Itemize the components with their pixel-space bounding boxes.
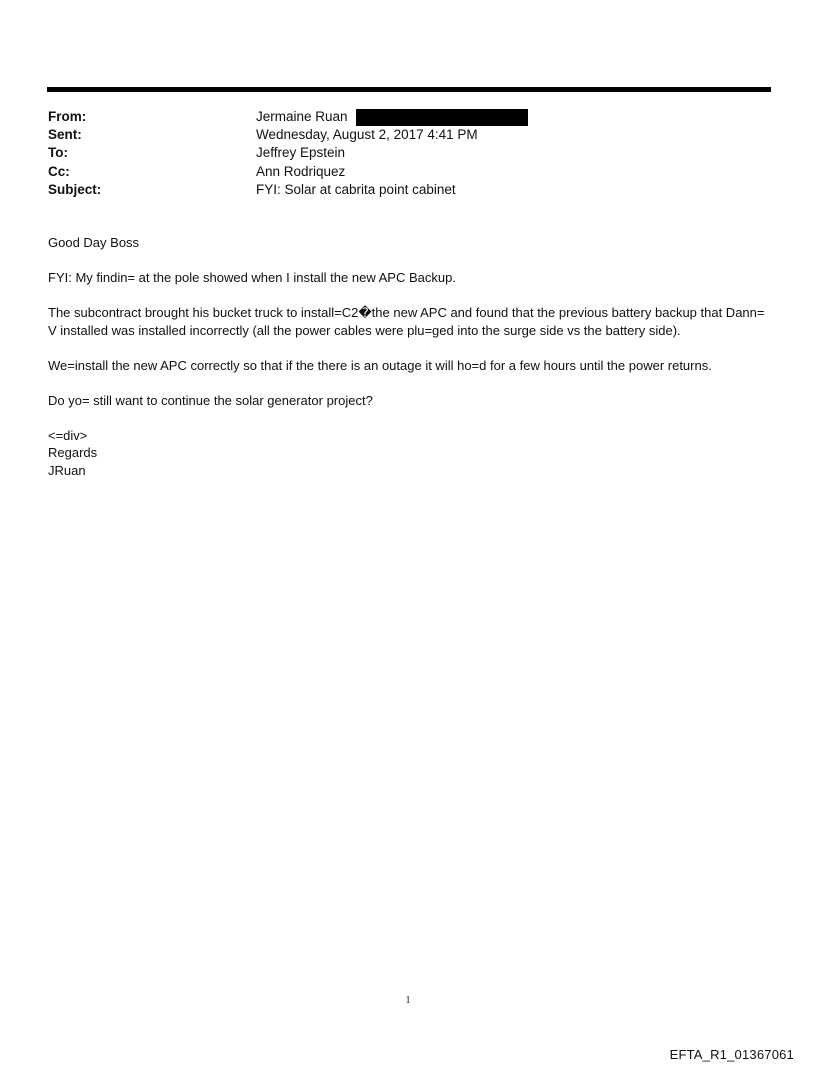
from-value: Jermaine Ruan xyxy=(256,109,348,124)
signature: JRuan xyxy=(48,462,86,478)
from-value-wrap xyxy=(256,108,768,126)
from-row xyxy=(48,108,768,126)
subject-label: Subject: xyxy=(48,181,102,197)
body-paragraph-3: We=install the new APC correctly so that if the there is an outage it will ho=d for a few hours until the power returns. xyxy=(48,357,712,373)
cc-value: Ann Rodriquez xyxy=(256,163,346,179)
subject-value: FYI: Solar at cabrita point cabinet xyxy=(256,181,456,197)
to-label: To: xyxy=(48,145,68,161)
cc-label: Cc: xyxy=(48,163,70,179)
sent-label: Sent: xyxy=(48,127,82,143)
body-paragraph-4: Do yo= still want to continue the solar generator project? xyxy=(48,392,373,408)
cc-row xyxy=(48,163,768,181)
redaction-block xyxy=(356,109,528,126)
header-divider xyxy=(47,87,771,92)
to-value: Jeffrey Epstein xyxy=(256,145,346,161)
subject-row xyxy=(48,181,768,199)
document-id: EFTA_R1_01367061 xyxy=(669,1047,794,1062)
page-number: 1 xyxy=(405,995,411,1006)
email-body xyxy=(48,234,770,479)
body-paragraph-2: The subcontract brought his bucket truck to install=C2�the new APC and found that the previous battery backup that Dann= V installed was installed incorrectly (all the power cables were plu=ged into the surge side vs the battery side). xyxy=(48,305,765,338)
greeting: Good Day Boss xyxy=(48,235,140,250)
body-paragraph-1: FYI: My findin= at the pole showed when I install the new APC Backup. xyxy=(48,270,456,285)
sent-row xyxy=(48,126,768,144)
to-row xyxy=(48,144,768,162)
div-artifact: <=div> xyxy=(48,427,88,443)
closing: Regards xyxy=(48,445,98,460)
email-header xyxy=(48,108,768,199)
sent-value: Wednesday, August 2, 2017 4:41 PM xyxy=(256,127,478,143)
from-label: From: xyxy=(48,109,87,124)
